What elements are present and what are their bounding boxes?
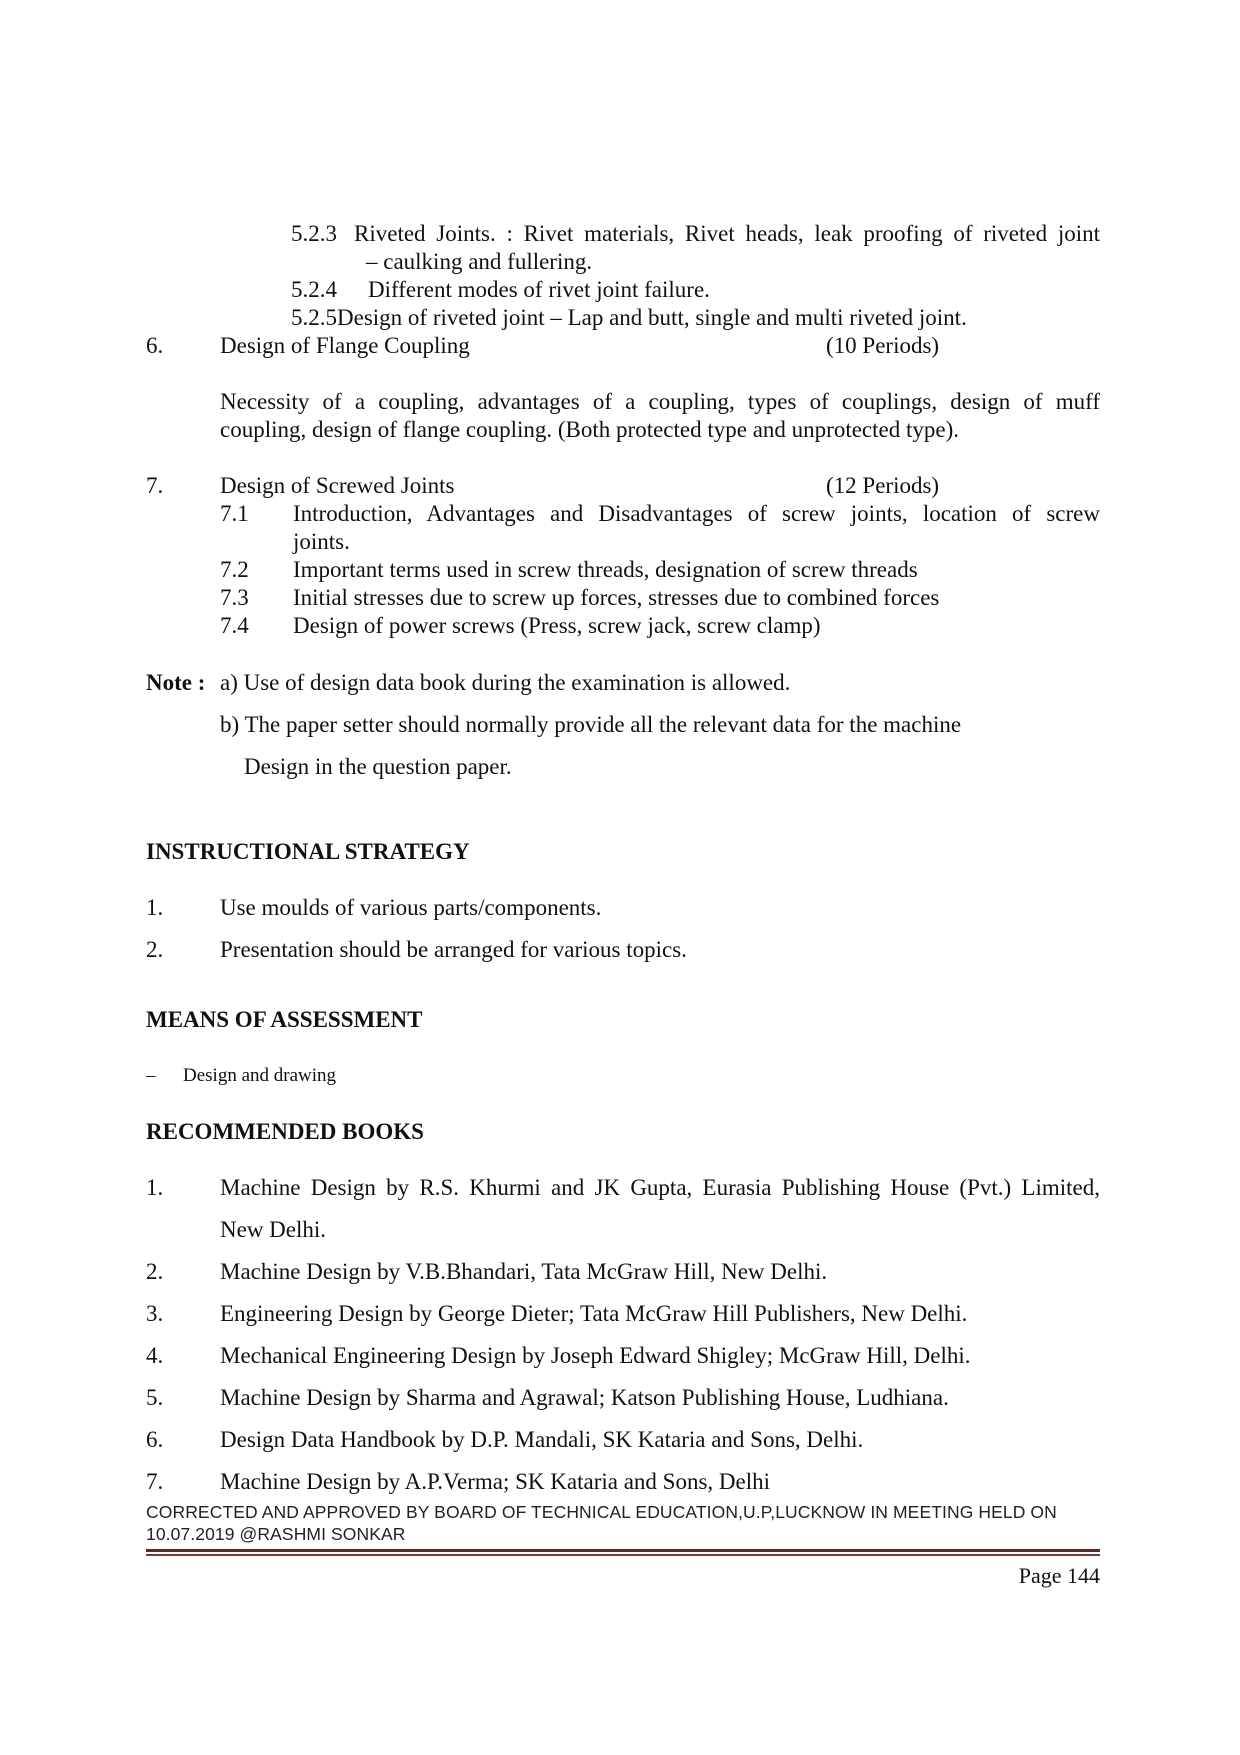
book-1-text: Machine Design by R.S. Khurmi and JK Gupta, Eurasia Publishing House (Pvt.) Limited, <box>220 1175 1100 1200</box>
footer-approval-line-1: CORRECTED AND APPROVED BY BOARD OF TECHNICAL EDUCATION,U.P,LUCKNOW IN MEETING HELD ON <box>146 1502 1057 1522</box>
book-3-number: 3. <box>146 1301 164 1326</box>
item-523-text: Riveted Joints. : Rivet materials, Rivet heads, leak proofing of riveted joint <box>354 221 1100 246</box>
unit-6-periods: (10 Periods) <box>826 333 940 358</box>
footer-divider-thin <box>146 1554 1100 1556</box>
unit-6-title: Design of Flange Coupling <box>220 333 470 358</box>
instructional-strategy-heading: INSTRUCTIONAL STRATEGY <box>146 839 470 864</box>
unit-7-periods: (12 Periods) <box>826 473 940 498</box>
subitem-7-1-continuation: joints. <box>293 529 350 554</box>
subitem-7-2-number: 7.2 <box>220 557 249 582</box>
item-523-continuation: – caulking and fullering. <box>366 249 593 274</box>
item-525-text: 5.2.5Design of riveted joint – Lap and butt, single and multi riveted joint. <box>291 305 967 330</box>
note-b-continuation: Design in the question paper. <box>244 754 512 779</box>
unit-6-description-line-2: coupling, design of flange coupling. (Both protected type and unprotected type). <box>220 417 959 442</box>
book-3-text: Engineering Design by George Dieter; Tata McGraw Hill Publishers, New Delhi. <box>220 1301 968 1326</box>
book-5-text: Machine Design by Sharma and Agrawal; Katson Publishing House, Ludhiana. <box>220 1385 949 1410</box>
item-524-number: 5.2.4 <box>291 277 337 302</box>
book-6-text: Design Data Handbook by D.P. Mandali, SK Kataria and Sons, Delhi. <box>220 1427 864 1452</box>
page-number: Page 144 <box>1018 1563 1100 1588</box>
strategy-item-1-number: 1. <box>146 895 164 920</box>
means-of-assessment-heading: MEANS OF ASSESSMENT <box>146 1007 423 1032</box>
strategy-item-2-text: Presentation should be arranged for various topics. <box>220 937 687 962</box>
subitem-7-4-number: 7.4 <box>220 613 249 638</box>
subitem-7-1-number: 7.1 <box>220 501 249 526</box>
book-7-text: Machine Design by A.P.Verma; SK Kataria and Sons, Delhi <box>220 1469 771 1494</box>
unit-7-title: Design of Screwed Joints <box>220 473 455 498</box>
unit-7-number: 7. <box>146 473 164 498</box>
footer-divider-thick <box>146 1549 1100 1552</box>
unit-6-number: 6. <box>146 333 164 358</box>
strategy-item-2-number: 2. <box>146 937 164 962</box>
book-2-number: 2. <box>146 1259 164 1284</box>
book-6-number: 6. <box>146 1427 164 1452</box>
book-5-number: 5. <box>146 1385 164 1410</box>
footer-approval-line-2: 10.07.2019 @RASHMI SONKAR <box>146 1524 406 1544</box>
note-label: Note : <box>146 670 206 695</box>
item-523-number: 5.2.3 <box>291 221 337 246</box>
strategy-item-1-text: Use moulds of various parts/components. <box>220 895 602 920</box>
item-524-text: Different modes of rivet joint failure. <box>368 277 710 302</box>
unit-6-description-line-1: Necessity of a coupling, advantages of a coupling, types of couplings, design of muff <box>220 389 1100 414</box>
subitem-7-1-text: Introduction, Advantages and Disadvantages of screw joints, location of screw <box>293 501 1100 526</box>
book-1-continuation: New Delhi. <box>220 1217 327 1242</box>
book-4-number: 4. <box>146 1343 164 1368</box>
book-4-text: Mechanical Engineering Design by Joseph Edward Shigley; McGraw Hill, Delhi. <box>220 1343 971 1368</box>
book-7-number: 7. <box>146 1469 164 1494</box>
subitem-7-2-text: Important terms used in screw threads, designation of screw threads <box>293 557 918 582</box>
note-b: b) The paper setter should normally provide all the relevant data for the machine <box>220 712 962 737</box>
recommended-books-heading: RECOMMENDED BOOKS <box>146 1119 424 1144</box>
book-2-text: Machine Design by V.B.Bhandari, Tata McGraw Hill, New Delhi. <box>220 1259 828 1284</box>
subitem-7-3-text: Initial stresses due to screw up forces, stresses due to combined forces <box>293 585 940 610</box>
subitem-7-4-text: Design of power screws (Press, screw jack, screw clamp) <box>293 613 821 638</box>
assessment-bullet: – <box>146 1065 156 1086</box>
note-a: a) Use of design data book during the examination is allowed. <box>220 670 791 695</box>
assessment-item: Design and drawing <box>183 1065 337 1086</box>
subitem-7-3-number: 7.3 <box>220 585 249 610</box>
book-1-number: 1. <box>146 1175 164 1200</box>
